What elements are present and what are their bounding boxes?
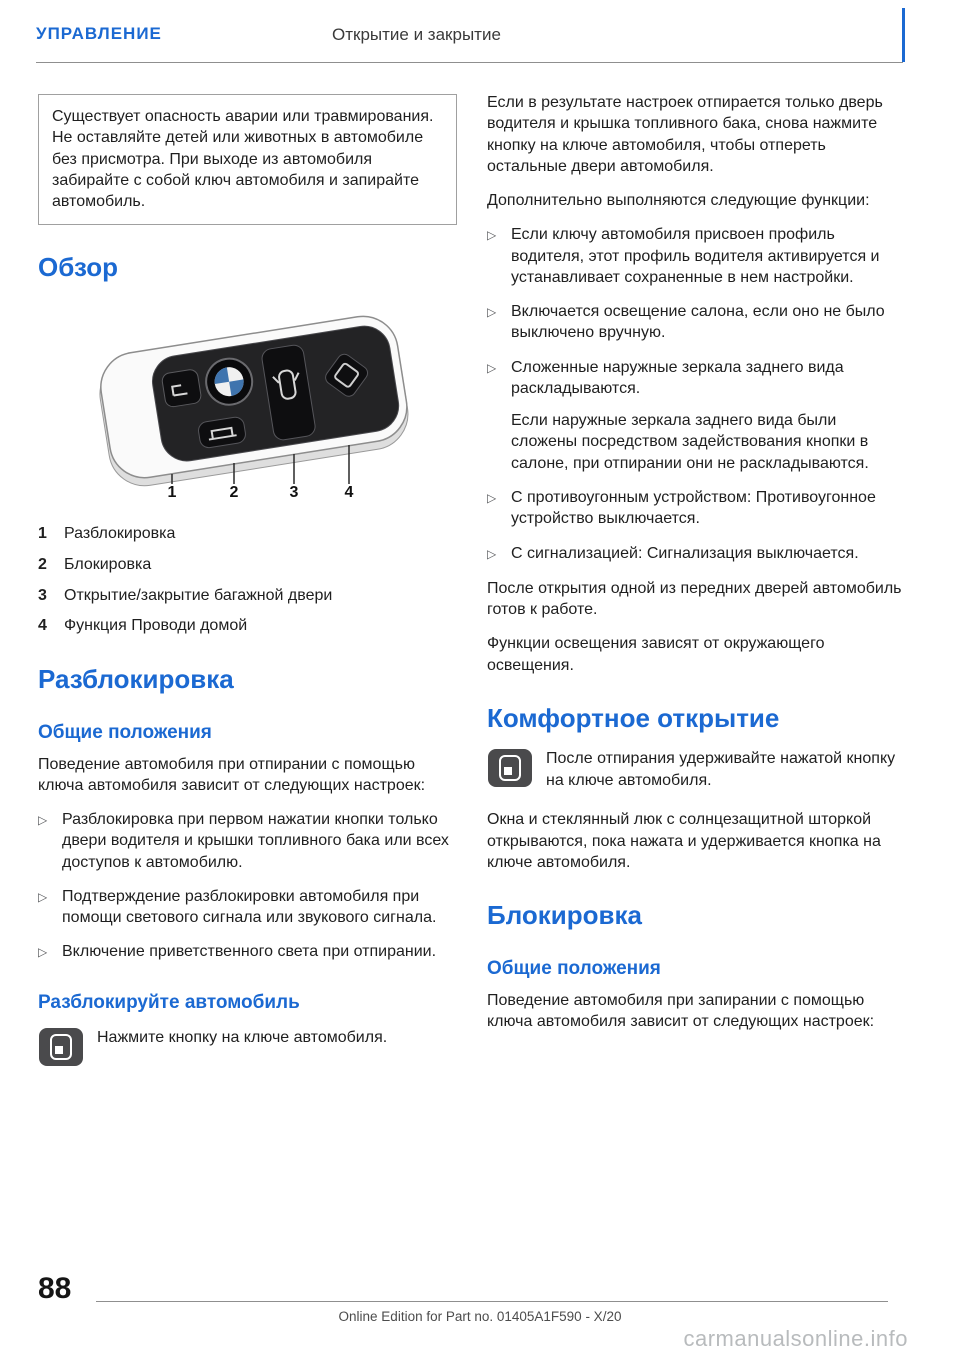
subheading-unlock-car: Разблокируйте автомобиль <box>38 991 300 1013</box>
callout-3: 3 <box>289 483 299 501</box>
legend-label: Функция Проводи домой <box>64 617 248 635</box>
remote-key-button-icon <box>487 748 533 793</box>
legend-item <box>38 555 457 576</box>
chapter-label: УПРАВЛЕНИЕ <box>36 24 162 43</box>
legend-item <box>38 524 457 545</box>
safety-note-text: Существует опасность аварии или травмирования. Не оставляйте детей или животных в автомобиле без присмотра. При выходе из автомобиля забирайте с собой ключ автомобиля и запирайте автомобиль. <box>52 108 434 211</box>
legend-item <box>38 586 457 607</box>
paragraph-ready: После открытия одной из передних дверей автомобиль готов к работе. <box>487 579 902 618</box>
bullet-triangle-icon: ▷ <box>38 945 48 960</box>
bullet-item <box>38 809 457 873</box>
bullet-item <box>487 301 906 344</box>
bullet-text: Подтверждение разблокировки автомобиля при помощи светового сигнала или звукового сигнала. <box>62 887 437 927</box>
bullet-text: С сигнализацией: Сигнализация выключается. <box>511 544 859 562</box>
bullet-text: С противоугонным устройством: Противоугонное устройство выключается. <box>511 488 876 528</box>
bullet-triangle-icon: ▷ <box>487 360 497 375</box>
edition-note: Online Edition for Part no. 01405A1F590 - X/20 <box>338 1309 622 1324</box>
safety-note-box <box>38 94 457 225</box>
paragraph-settings-result: Если в результате настроек отпирается только дверь водителя и крышка топливного бака, снова нажмите кнопку на ключе автомобиля, чтобы отпереть остальные двери автомобиля. <box>487 94 883 175</box>
heading-comfort-open: Комфортное открытие <box>487 702 780 733</box>
general-intro-text: Поведение автомобиля при отпирании с помощью ключа автомобиля зависит от следующих настроек: <box>38 755 426 794</box>
section-label: Открытие и закрытие <box>332 25 501 44</box>
bullet-text: Включение приветственного света при отпирании. <box>62 943 437 961</box>
bullet-text: Сложенные наружные зеркала заднего вида раскладываются. <box>511 358 844 397</box>
key-fob-figure <box>44 298 464 514</box>
paragraph-additional-functions: Дополнительно выполняются следующие функции: <box>487 192 870 210</box>
comfort-open-instruction <box>487 748 906 793</box>
remote-key-button-icon <box>38 1027 84 1072</box>
callout-2: 2 <box>229 483 239 501</box>
bullet-triangle-icon: ▷ <box>487 546 497 561</box>
bullet-triangle-icon: ▷ <box>38 813 48 828</box>
subheading-general: Общие положения <box>38 721 212 743</box>
bullet-text: Разблокировка при первом нажатии кнопки только двери водителя и крышки топливного бака или всех доступов к автомобилю. <box>62 811 449 871</box>
footer-divider <box>96 1301 888 1302</box>
paragraph-lighting: Функции освещения зависят от окружающего освещения. <box>487 635 825 674</box>
legend-item <box>38 616 457 637</box>
legend-label: Разблокировка <box>64 524 176 542</box>
bullet-note: Если наружные зеркала заднего вида были сложены посредством задействования кнопки в салоне, при отпирании они не раскладываются. <box>511 412 869 472</box>
left-column <box>38 92 457 1088</box>
page-content <box>38 92 906 1088</box>
paragraph-comfort-detail: Окна и стеклянный люк с солнцезащитной шторкой открываются, пока нажата и удерживается кнопка на ключе автомобиля. <box>487 811 881 871</box>
heading-lock: Блокировка <box>487 900 642 931</box>
bullet-item <box>487 487 906 530</box>
heading-unlock: Разблокировка <box>38 664 234 695</box>
bullet-item <box>38 886 457 929</box>
right-column <box>487 92 906 1088</box>
bullet-item <box>487 357 906 474</box>
instruction-text: Нажмите кнопку на ключе автомобиля. <box>97 1029 388 1047</box>
bullet-text-group <box>511 357 906 474</box>
bullet-triangle-icon: ▷ <box>487 305 497 320</box>
watermark: carmanualsonline.info <box>683 1326 908 1351</box>
callout-4: 4 <box>344 483 354 501</box>
legend-number: 1 <box>38 524 47 542</box>
subheading-lock-general: Общие положения <box>487 957 661 979</box>
bullet-triangle-icon: ▷ <box>38 889 48 904</box>
heading-overview: Обзор <box>38 252 118 283</box>
lock-intro-text: Поведение автомобиля при запирании с помощью ключа автомобиля зависит от следующих настроек: <box>487 991 875 1030</box>
page-number: 88 <box>38 1272 72 1305</box>
key-fob-illustration <box>44 298 464 508</box>
instruction-text: После отпирания удерживайте нажатой кнопку на ключе автомобиля. <box>546 750 896 789</box>
legend-label: Блокировка <box>64 555 152 573</box>
bullet-item <box>38 941 457 963</box>
header-accent-bar <box>902 8 905 62</box>
bullet-text: Если ключу автомобиля присвоен профиль водителя, этот профиль водителя активируется и устанавливает сохраненные в нем настройки. <box>511 226 880 286</box>
key-legend <box>38 524 457 637</box>
callout-1: 1 <box>167 483 177 501</box>
bullet-text: Включается освещение салона, если оно не было выключено вручную. <box>511 303 885 342</box>
bullet-triangle-icon: ▷ <box>487 490 497 505</box>
unlock-instruction <box>38 1027 457 1072</box>
legend-number: 4 <box>38 617 47 635</box>
bullet-item <box>487 224 906 288</box>
bullet-triangle-icon: ▷ <box>487 228 497 243</box>
legend-number: 2 <box>38 555 47 573</box>
bullet-item <box>487 543 906 565</box>
legend-label: Открытие/закрытие багажной двери <box>64 586 333 604</box>
unlock-settings-list <box>38 809 457 964</box>
header-divider <box>36 62 903 63</box>
legend-number: 3 <box>38 586 47 604</box>
unlock-functions-list <box>487 224 906 564</box>
